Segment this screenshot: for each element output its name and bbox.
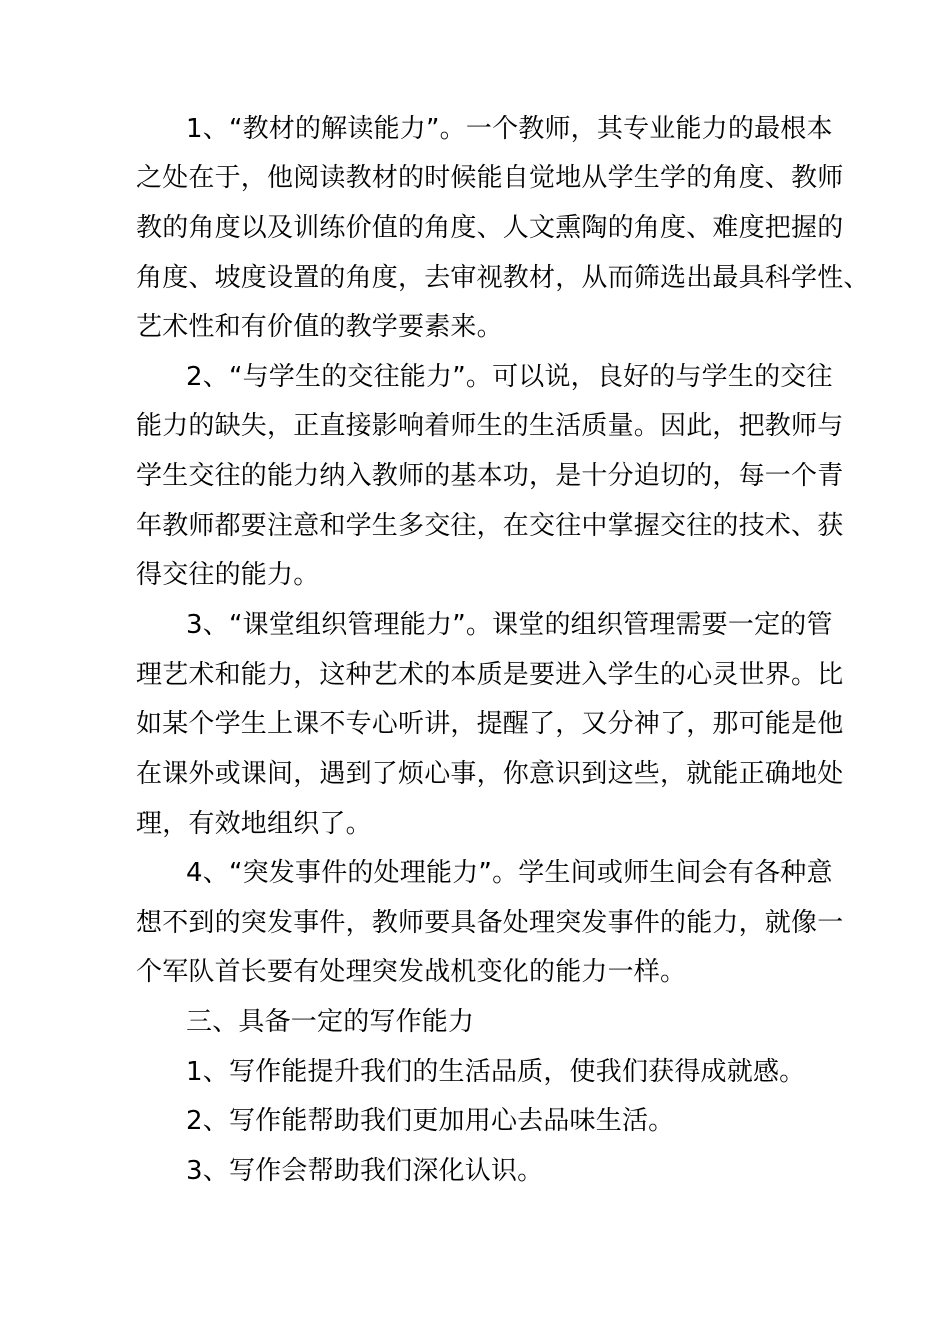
text-line: 在课外或课间，遇到了烦心事，你意识到这些，就能正确地处 — [136, 759, 844, 789]
text-line: 想不到的突发事件，教师要具备处理突发事件的能力，就像一 — [136, 908, 844, 938]
text-line: 1、“教材的解读能力”。一个教师，其专业能力的最根本 — [186, 114, 833, 144]
text-line: 教的角度以及训练价值的角度、人文熏陶的角度、难度把握的 — [136, 213, 844, 243]
text-line: 理，有效地组织了。 — [136, 809, 372, 839]
text-line: 2、写作能帮助我们更加用心去品味生活。 — [186, 1106, 675, 1136]
text-line: 如某个学生上课不专心听讲，提醒了，又分神了，那可能是他 — [136, 709, 844, 739]
text-line: 角度、坡度设置的角度，去审视教材，从而筛选出最具科学性、 — [136, 263, 870, 293]
text-line: 能力的缺失，正直接影响着师生的生活质量。因此，把教师与 — [136, 411, 844, 441]
text-line: 2、“与学生的交往能力”。可以说，良好的与学生的交往 — [186, 362, 833, 392]
text-line: 年教师都要注意和学生多交往，在交往中掌握交往的技术、获 — [136, 511, 844, 541]
text-line: 理艺术和能力，这种艺术的本质是要进入学生的心灵世界。比 — [136, 660, 844, 690]
text-line: 个军队首长要有处理突发战机变化的能力一样。 — [136, 957, 687, 987]
text-line: 4、“突发事件的处理能力”。学生间或师生间会有各种意 — [186, 858, 833, 888]
text-line: 艺术性和有价值的教学要素来。 — [136, 312, 503, 342]
text-line: 3、写作会帮助我们深化认识。 — [186, 1156, 544, 1186]
text-line: 得交往的能力。 — [136, 560, 320, 590]
text-line: 3、“课堂组织管理能力”。课堂的组织管理需要一定的管 — [186, 610, 833, 640]
text-line: 学生交往的能力纳入教师的基本功，是十分迫切的，每一个青 — [136, 461, 844, 491]
text-line: 之处在于，他阅读教材的时候能自觉地从学生学的角度、教师 — [136, 163, 844, 193]
section-heading: 三、具备一定的写作能力 — [186, 1007, 475, 1037]
text-line: 1、写作能提升我们的生活品质，使我们获得成就感。 — [186, 1057, 806, 1087]
